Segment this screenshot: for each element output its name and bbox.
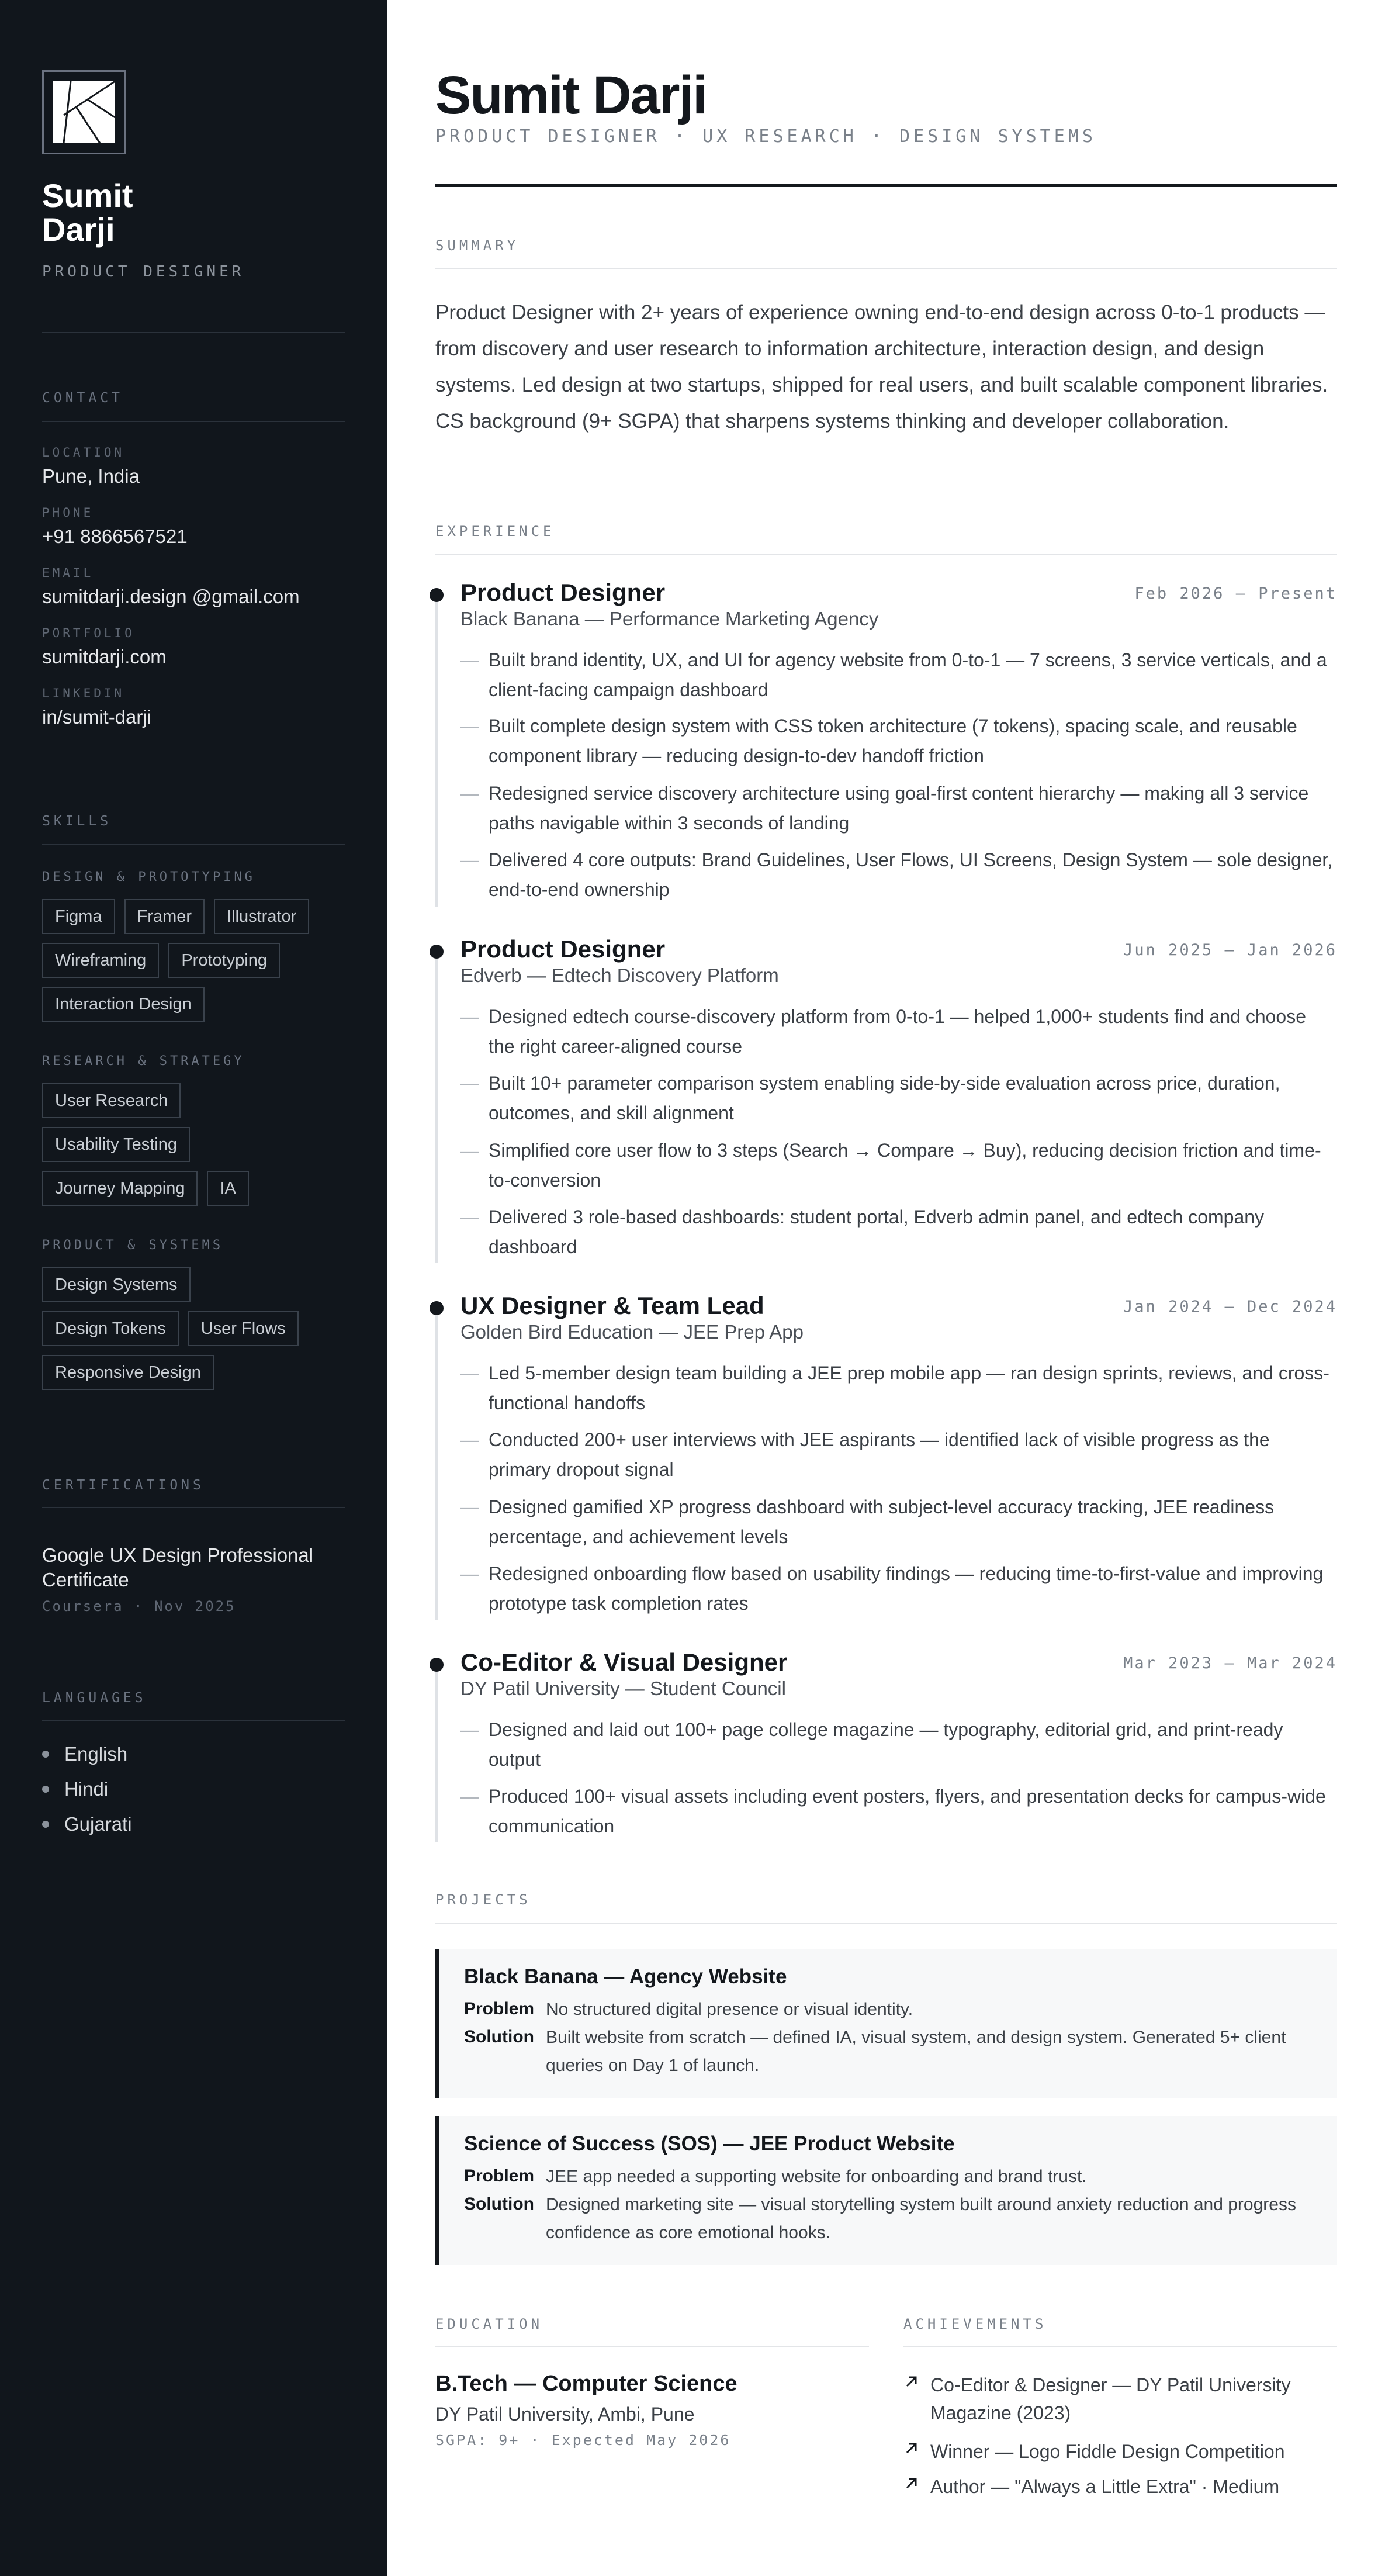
skill-chip: User Flows <box>188 1311 299 1346</box>
dash-icon: — <box>460 1206 479 1228</box>
job-organization: Edverb — Edtech Discovery Platform <box>460 964 779 986</box>
job-title: UX Designer & Team Lead <box>460 1292 764 1319</box>
language-item <box>42 1778 108 1800</box>
timeline-line <box>435 1301 438 1620</box>
sidebar-divider <box>42 332 345 333</box>
timeline-line <box>435 1658 438 1842</box>
solution-label: Solution <box>464 2027 534 2046</box>
linkedin-label: LINKEDIN <box>42 686 125 700</box>
job-date: Jun 2025 — Jan 2026 <box>1123 941 1337 959</box>
skill-chip: Figma <box>42 899 115 934</box>
education-heading: EDUCATION <box>435 2316 543 2332</box>
timeline-line <box>435 945 438 1263</box>
problem-text: No structured digital presence or visual identity. <box>546 2000 913 2019</box>
dash-icon: — <box>460 715 479 737</box>
sidebar-name <box>42 179 133 247</box>
projects-rule <box>435 1923 1337 1924</box>
achievements-heading: ACHIEVEMENTS <box>903 2316 1047 2332</box>
project-card <box>435 1949 1337 2098</box>
portfolio-link[interactable]: sumitdarji.com <box>42 646 167 668</box>
arrow-up-right-icon <box>903 2475 920 2491</box>
certification-issuer: Coursera · Nov 2025 <box>42 1598 236 1614</box>
page-title: Sumit Darji <box>435 65 707 125</box>
certifications-heading: CERTIFICATIONS <box>42 1478 205 1493</box>
sidebar <box>0 0 387 2576</box>
language-label: Gujarati <box>64 1813 132 1835</box>
skill-chip-row <box>42 987 205 1022</box>
languages-heading: LANGUAGES <box>42 1690 147 1706</box>
certifications-rule <box>42 1507 345 1508</box>
dash-icon: — <box>460 1363 479 1384</box>
summary-heading: SUMMARY <box>435 237 520 254</box>
job-date: Jan 2024 — Dec 2024 <box>1123 1298 1337 1316</box>
job-date: Feb 2026 — Present <box>1134 585 1337 603</box>
timeline-dot-icon <box>430 945 444 959</box>
solution-text: Built website from scratch — defined IA, visual system, and design system. Generated 5+ client queries on Day 1 of launch. <box>546 2028 1286 2075</box>
sidebar-role: PRODUCT DESIGNER <box>42 263 245 281</box>
dash-icon: — <box>460 1786 479 1807</box>
problem-label: Problem <box>464 1999 535 2018</box>
skill-chip: IA <box>207 1171 248 1206</box>
solution-text: Designed marketing site — visual storytelling system built around anxiety reduction and progress confidence as core emotional hooks. <box>546 2195 1296 2242</box>
dash-icon: — <box>460 1073 479 1094</box>
timeline-dot-icon <box>430 1658 444 1672</box>
skills-rule <box>42 844 345 845</box>
arrow-up-right-icon <box>903 2373 920 2390</box>
project-title: Science of Success (SOS) — JEE Product Website <box>464 2132 955 2155</box>
bullet-dot-icon <box>42 1751 49 1758</box>
linkedin-link[interactable]: in/sumit-darji <box>42 706 152 728</box>
experience-heading: EXPERIENCE <box>435 523 555 540</box>
problem-label: Problem <box>464 2166 535 2186</box>
contact-rule <box>42 421 345 422</box>
bullet-dot-icon <box>42 1821 49 1828</box>
job-date: Mar 2023 — Mar 2024 <box>1123 1654 1337 1672</box>
job-organization: Black Banana — Performance Marketing Agency <box>460 608 879 630</box>
dash-icon: — <box>460 1496 479 1517</box>
certification-title: Google UX Design Professional Certificate <box>42 1544 314 1590</box>
logo-mark <box>42 70 126 154</box>
dash-icon: — <box>460 783 479 804</box>
skill-chip-row <box>42 1311 299 1346</box>
education-degree: B.Tech — Computer Science <box>435 2371 737 2396</box>
location-label: LOCATION <box>42 445 125 459</box>
skill-chip: Journey Mapping <box>42 1171 198 1206</box>
skill-chip: Wireframing <box>42 943 159 978</box>
sidebar-name-last: Darji <box>42 211 115 248</box>
experience-rule <box>435 554 1337 555</box>
dash-icon: — <box>460 1429 479 1450</box>
education-meta: SGPA: 9+ · Expected May 2026 <box>435 2432 731 2449</box>
skill-chip-row <box>42 1171 249 1206</box>
language-item <box>42 1743 127 1765</box>
language-label: English <box>64 1743 128 1765</box>
job-title: Product Designer <box>460 935 666 963</box>
skill-chip: User Research <box>42 1083 181 1118</box>
summary-text: Product Designer with 2+ years of experience owning end-to-end design across 0-to-1 products — from discovery and user research to information architecture, interaction design, and design systems. Led design at two startups, shipped for real users, and built scalable component libraries. CS background (9+ SGPA) that sharpens systems thinking and developer collaboration. <box>435 301 1328 433</box>
portfolio-label: PORTFOLIO <box>42 626 135 640</box>
skill-chip-row <box>42 943 280 978</box>
skill-chip-row <box>42 1083 181 1118</box>
dash-icon: — <box>460 849 479 870</box>
skill-chip-row <box>42 1267 191 1302</box>
dash-icon: — <box>460 649 479 670</box>
logo-icon <box>53 81 115 143</box>
job-organization: Golden Bird Education — JEE Prep App <box>460 1321 804 1343</box>
languages-rule <box>42 1720 345 1721</box>
achievements-rule <box>903 2346 1337 2347</box>
dash-icon: — <box>460 1563 479 1584</box>
skill-chip: Responsive Design <box>42 1355 214 1390</box>
job-organization: DY Patil University — Student Council <box>460 1678 786 1699</box>
sidebar-name-first: Sumit <box>42 177 133 214</box>
skill-chip: Prototyping <box>168 943 280 978</box>
skill-chip-row <box>42 899 309 934</box>
projects-heading: PROJECTS <box>435 1892 531 1908</box>
timeline-line <box>435 588 438 907</box>
dash-icon: — <box>460 1719 479 1740</box>
email-link[interactable]: sumitdarji.design @gmail.com <box>42 586 300 607</box>
solution-label: Solution <box>464 2194 534 2214</box>
skill-chip: Design Tokens <box>42 1311 179 1346</box>
skill-chip: Illustrator <box>214 899 309 934</box>
summary-rule <box>435 268 1337 269</box>
bullet-dot-icon <box>42 1786 49 1793</box>
skill-category-product: PRODUCT & SYSTEMS <box>42 1238 224 1253</box>
job-title: Product Designer <box>460 579 666 606</box>
project-card <box>435 2116 1337 2265</box>
skill-chip-row <box>42 1355 214 1390</box>
skill-chip: Usability Testing <box>42 1127 190 1162</box>
timeline-dot-icon <box>430 1301 444 1315</box>
skill-chip-row <box>42 1127 190 1162</box>
project-title: Black Banana — Agency Website <box>464 1965 787 1988</box>
header-rule <box>435 184 1337 187</box>
skill-chip: Design Systems <box>42 1267 191 1302</box>
page-tagline: PRODUCT DESIGNER · UX RESEARCH · DESIGN SYSTEMS <box>435 126 1096 147</box>
contact-heading: CONTACT <box>42 390 123 406</box>
skills-heading: SKILLS <box>42 814 112 829</box>
problem-text: JEE app needed a supporting website for onboarding and brand trust. <box>546 2167 1087 2186</box>
job-title: Co-Editor & Visual Designer <box>460 1648 788 1676</box>
language-label: Hindi <box>64 1778 109 1800</box>
skill-category-design: DESIGN & PROTOTYPING <box>42 870 255 884</box>
phone-link[interactable]: +91 8866567521 <box>42 525 188 547</box>
arrow-up-right-icon <box>903 2440 920 2456</box>
dash-icon: — <box>460 1006 479 1027</box>
skill-category-research: RESEARCH & STRATEGY <box>42 1054 245 1069</box>
phone-label: PHONE <box>42 506 94 520</box>
location-value: Pune, India <box>42 465 140 487</box>
education-rule <box>435 2346 869 2347</box>
language-item <box>42 1813 132 1835</box>
skill-chip: Framer <box>124 899 205 934</box>
dash-icon: — <box>460 1140 479 1161</box>
education-school: DY Patil University, Ambi, Pune <box>435 2404 695 2425</box>
skill-chip: Interaction Design <box>42 987 205 1022</box>
email-label: EMAIL <box>42 566 94 580</box>
timeline-dot-icon <box>430 588 444 602</box>
